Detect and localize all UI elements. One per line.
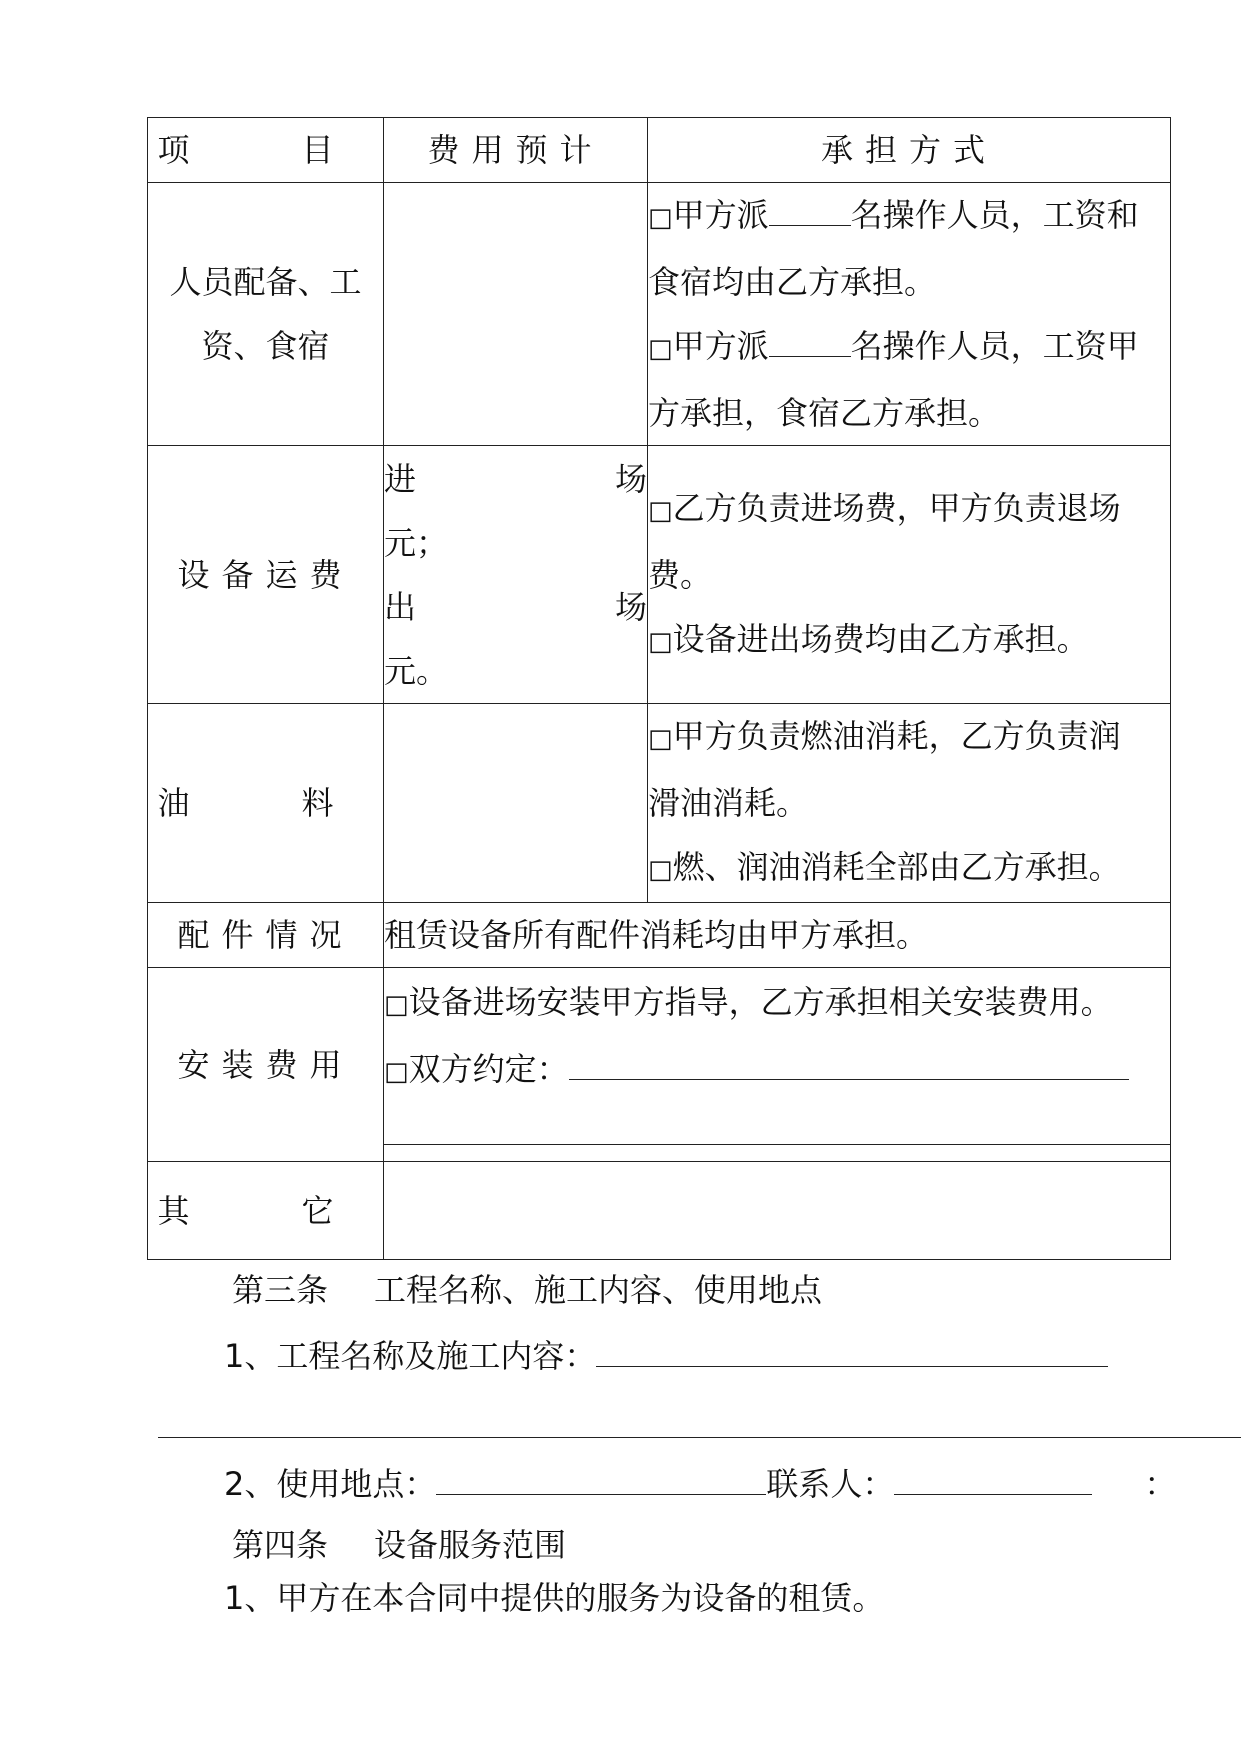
staff-count-blank-1[interactable]: [769, 195, 851, 226]
staff-option-2: [648, 314, 1170, 381]
transport-in-b: 场: [614, 459, 647, 498]
cost-table: [147, 117, 1171, 1260]
install-option-1-text: 设备进场安装甲方指导，乙方承担相关安装费用。: [408, 983, 1113, 1021]
article-4-number: 第四条: [232, 1526, 329, 1564]
checkbox-icon[interactable]: □: [648, 334, 673, 364]
staff-option-1-b: 名操作人员，工资和: [850, 196, 1139, 234]
other-item-text: 其 它: [157, 1191, 374, 1230]
project-name-blank-2[interactable]: [158, 1437, 1241, 1438]
parts-text-cell: [384, 903, 1171, 968]
table-row-transport: [148, 446, 1171, 704]
fuel-item-cell: [148, 704, 384, 903]
transport-out-unit: 元。: [384, 651, 449, 690]
article-3-item-1-text: 1、工程名称及施工内容：: [224, 1337, 597, 1375]
install-text-cell: [384, 968, 1171, 1162]
staff-option-2-b: 名操作人员，工资甲: [850, 327, 1139, 365]
staff-cost-cell: [384, 183, 648, 446]
install-item-cell: [148, 968, 384, 1162]
project-name-blank[interactable]: [596, 1336, 1108, 1367]
transport-option-2: [648, 607, 1170, 674]
install-option-2: [384, 1037, 1170, 1104]
fuel-option-2-text: 燃、润油消耗全部由乙方承担。: [672, 848, 1121, 886]
article-3-item-2: [224, 1464, 1176, 1504]
header-item: [148, 118, 384, 183]
header-way-text: 承担方式: [820, 131, 997, 169]
fuel-cost-cell: [384, 704, 648, 903]
article-3-heading: [232, 1270, 822, 1310]
staff-option-1-a: 甲方派: [672, 196, 769, 234]
transport-cost-cell: [384, 446, 648, 704]
contact-blank[interactable]: [894, 1464, 1092, 1495]
staff-item-cell: [148, 183, 384, 446]
parts-item-text: 配件情况: [177, 916, 354, 954]
transport-out-b: 场: [614, 587, 647, 626]
transport-out-a: 出: [384, 587, 417, 626]
staff-option-1-cont: 食宿均由乙方承担。: [648, 263, 937, 301]
fuel-option-1-text: 甲方负责燃油消耗，乙方负责润: [672, 717, 1121, 755]
transport-option-1: [648, 476, 1170, 543]
article-4-heading: [232, 1525, 566, 1565]
staff-count-blank-2[interactable]: [769, 326, 851, 357]
install-agreement-blank[interactable]: [569, 1049, 1129, 1080]
install-agreement-blank-2[interactable]: [384, 1104, 1170, 1145]
table-row-install: [148, 968, 1171, 1162]
table-row-fuel: [148, 704, 1171, 903]
staff-item-line-1: 人员配备、工: [169, 263, 362, 301]
transport-option-2-text: 设备进出场费均由乙方承担。: [672, 619, 1089, 658]
transport-out-row: [384, 575, 647, 639]
fuel-way-cell: [648, 704, 1171, 903]
article-3-item-2-label: 2、使用地点：: [224, 1465, 437, 1503]
transport-in-a: 进: [384, 459, 417, 498]
header-way: [648, 118, 1171, 183]
staff-item-line-2: 资、食宿: [201, 327, 330, 365]
location-blank[interactable]: [436, 1464, 766, 1495]
checkbox-icon[interactable]: □: [384, 990, 409, 1020]
install-option-1: [384, 970, 1170, 1037]
parts-item-cell: [148, 903, 384, 968]
header-cost: [384, 118, 648, 183]
fuel-option-1-cont: 滑油消耗。: [648, 784, 809, 822]
transport-option-1-cont: 费。: [648, 555, 713, 594]
fuel-item-text: 油 料: [157, 784, 374, 822]
checkbox-icon[interactable]: □: [648, 626, 673, 657]
transport-in-unit: 元；: [384, 523, 449, 562]
install-option-2-text: 双方约定：: [408, 1050, 569, 1088]
checkbox-icon[interactable]: □: [648, 495, 673, 526]
checkbox-icon[interactable]: □: [648, 203, 673, 233]
header-cost-text: 费用预计: [427, 131, 604, 169]
fuel-option-1: [648, 704, 1170, 771]
article-4-item-1-text: 1、甲方在本合同中提供的服务为设备的租赁。: [224, 1579, 885, 1617]
checkbox-icon[interactable]: □: [648, 855, 673, 885]
table-header-row: [148, 118, 1171, 183]
transport-option-1-text: 乙方负责进场费，甲方负责退场: [672, 488, 1121, 527]
transport-item-cell: [148, 446, 384, 704]
contact-label: 联系人：: [766, 1465, 895, 1503]
table-row-other: [148, 1162, 1171, 1260]
parts-text: 租赁设备所有配件消耗均由甲方承担。: [384, 916, 929, 954]
contact-trailing-colon: ：: [1144, 1465, 1177, 1503]
staff-option-1: [648, 183, 1170, 250]
staff-option-2-a: 甲方派: [672, 327, 769, 365]
transport-in-row: [384, 447, 647, 511]
article-3-title: 工程名称、施工内容、使用地点: [374, 1271, 823, 1309]
header-item-text: 项 目: [157, 131, 374, 169]
other-item-cell: [148, 1162, 384, 1260]
checkbox-icon[interactable]: □: [384, 1057, 409, 1087]
article-3-item-1: [224, 1336, 1108, 1376]
other-text-cell: [384, 1162, 1171, 1260]
transport-item-text: 设备运费: [177, 555, 354, 594]
staff-option-2-cont: 方承担，食宿乙方承担。: [648, 394, 1001, 432]
staff-way-cell: [648, 183, 1171, 446]
article-4-item-1: [224, 1578, 884, 1618]
table-row-parts: [148, 903, 1171, 968]
article-4-title: 设备服务范围: [374, 1526, 567, 1564]
table-row-staff: [148, 183, 1171, 446]
fuel-option-2: [648, 835, 1170, 902]
checkbox-icon[interactable]: □: [648, 724, 673, 754]
article-3-number: 第三条: [232, 1271, 329, 1309]
transport-way-cell: [648, 446, 1171, 704]
install-item-text: 安装费用: [177, 1045, 354, 1084]
